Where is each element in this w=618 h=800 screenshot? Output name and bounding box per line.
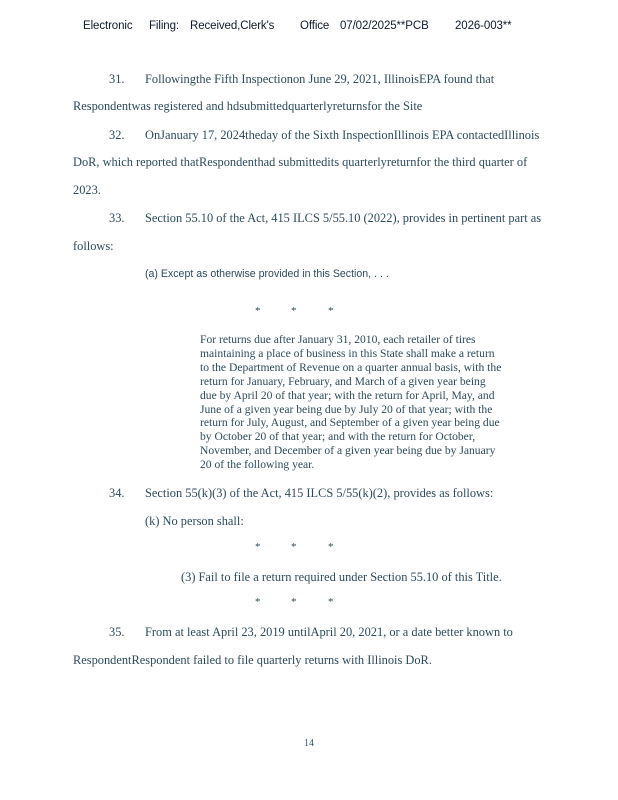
quote-line: return for January, February, and March of a given year being bbox=[200, 374, 486, 388]
star: * bbox=[255, 541, 261, 553]
quote-line: For returns due after January 31, 2010, each retailer of tires bbox=[200, 333, 476, 346]
star: * bbox=[291, 541, 297, 553]
paragraph-35-number: 35. bbox=[109, 625, 125, 639]
paragraph-31-line-2: Respondentwas registered and hdsubmittedquarterlyreturnsfor the Site bbox=[73, 99, 423, 113]
paragraph-32-line-1: OnJanuary 17, 2024theday of the Sixth InspectionIllinois EPA contactedIllinois bbox=[145, 128, 540, 142]
star: * bbox=[255, 596, 261, 608]
header-office: Office bbox=[300, 20, 330, 32]
header-received: Received,Clerk's bbox=[190, 20, 275, 32]
paragraph-34-number: 34. bbox=[109, 486, 125, 500]
header-date: 07/02/2025**PCB bbox=[340, 20, 429, 32]
header-filing: Filing: bbox=[149, 20, 179, 32]
paragraph-35-line-1: From at least April 23, 2019 untilApril 20, 2021, or a date better known to bbox=[145, 625, 513, 639]
header-docket: 2026-003** bbox=[455, 20, 512, 32]
paragraph-35-line-2: RespondentRespondent failed to file quarterly returns with Illinois DoR. bbox=[73, 653, 432, 667]
paragraph-32-line-2: DoR, which reported thatRespondenthad submittedits quarterlyreturnfor the third quarter of bbox=[73, 155, 528, 169]
quote-line: June of a given year being due by July 20 of that year; with the bbox=[200, 402, 493, 416]
quote-line: November, and December of a given year being due by January bbox=[200, 444, 496, 458]
page-number: 14 bbox=[304, 738, 314, 749]
paragraph-33-line-1: Section 55.10 of the Act, 415 ILCS 5/55.10 (2022), provides in pertinent part as bbox=[145, 211, 542, 225]
star: * bbox=[328, 541, 334, 553]
quote-line: due by April 20 of that year; with the return for April, May, and bbox=[200, 388, 495, 402]
paragraph-34-subsection: (k) No person shall: bbox=[145, 514, 244, 528]
quote-line: 20 of the following year. bbox=[200, 458, 315, 472]
paragraph-33-line-2: follows: bbox=[73, 239, 114, 253]
paragraph-33-number: 33. bbox=[109, 211, 125, 225]
quote-line: to the Department of Revenue on a quarter annual basis, with the bbox=[200, 360, 502, 374]
star: * bbox=[328, 305, 334, 317]
paragraph-34-line-1: Section 55(k)(3) of the Act, 415 ILCS 5/55(k)(2), provides as follows: bbox=[145, 486, 494, 500]
star: * bbox=[291, 305, 297, 317]
header-electronic: Electronic bbox=[83, 20, 133, 32]
paragraph-31-number: 31. bbox=[109, 72, 125, 86]
quote-line: return for July, August, and September of a given year being due bbox=[200, 416, 500, 430]
quote-line: maintaining a place of business in this State shall make a return bbox=[200, 346, 495, 360]
paragraph-31-line-1: Followingthe Fifth Inspectionon June 29, 2021, IllinoisEPA found that bbox=[145, 72, 495, 86]
star: * bbox=[291, 596, 297, 608]
paragraph-33-subsection: (a) Except as otherwise provided in this Section, . . . bbox=[145, 268, 389, 280]
quote-line: by October 20 of that year; and with the return for October, bbox=[200, 430, 476, 444]
star: * bbox=[328, 596, 334, 608]
star: * bbox=[255, 305, 261, 317]
paragraph-34-item: (3) Fail to file a return required under Section 55.10 of this Title. bbox=[181, 570, 502, 584]
statute-quote bbox=[200, 333, 560, 472]
paragraph-32-line-3: 2023. bbox=[73, 183, 101, 197]
paragraph-32-number: 32. bbox=[109, 128, 125, 142]
